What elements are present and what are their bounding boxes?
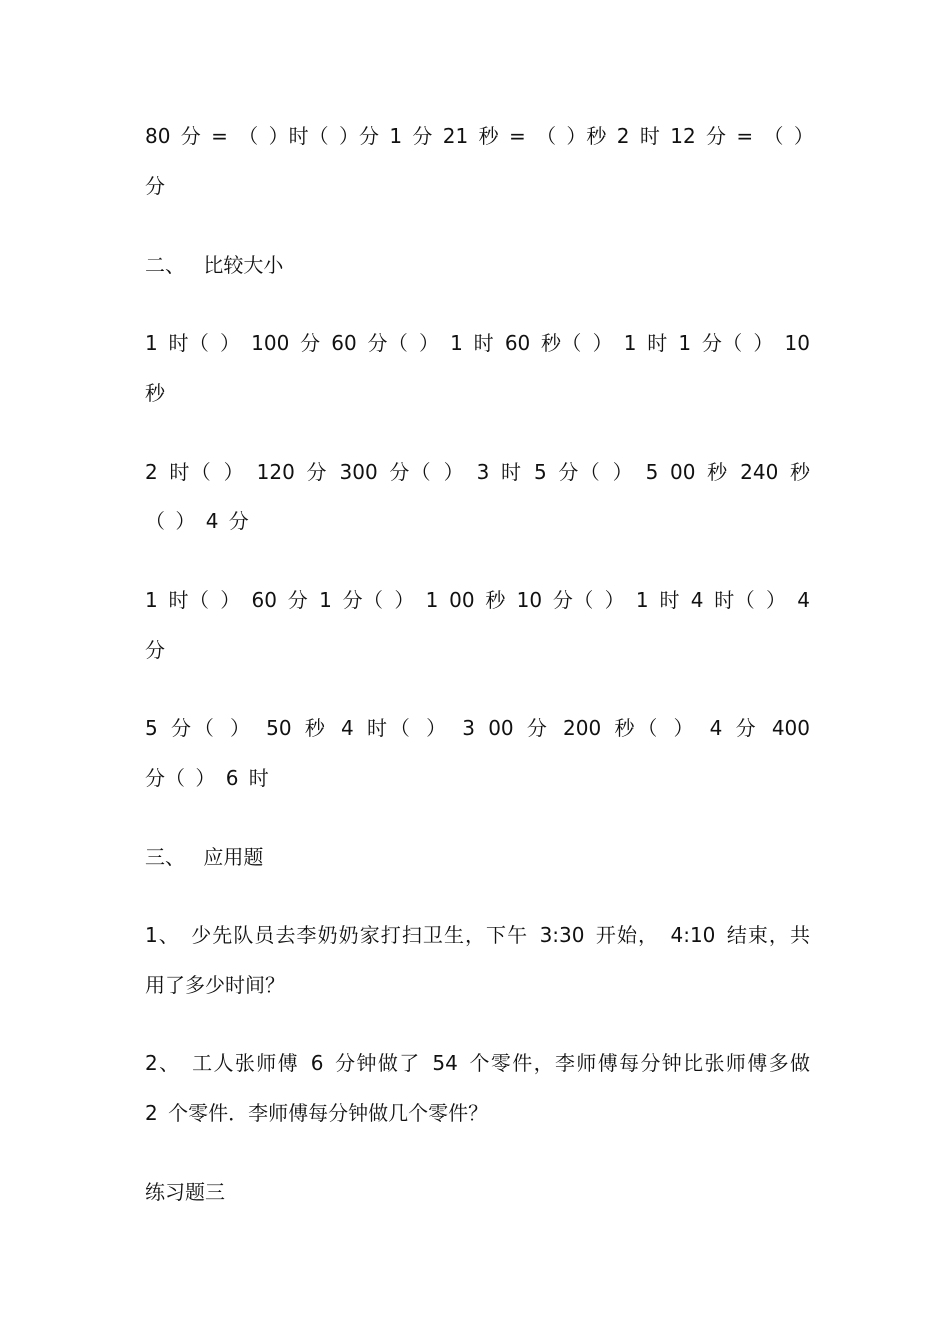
compare-row-2-line-2: （ ） 4 分 (145, 509, 249, 533)
conversion-line-1: 80 分 = （ ）时（ ）分 1 分 21 秒 = （ ）秒 2 时 12 分 = （ ） (145, 124, 814, 148)
question-2-line-2: 2 个零件．李师傅每分钟做几个零件？ (145, 1101, 489, 1125)
compare-row-1-line-2: 秒 (145, 381, 165, 405)
section-heading-application: 三、 应用题 (145, 845, 264, 869)
compare-row-4-line-1: 5 分（ ） 50 秒 4 时（ ） 3 00 分 200 秒（ ） 4 分 400 (145, 716, 810, 740)
question-1-line-1: 1、 少先队员去李奶奶家打扫卫生，下午 3:30 开始， 4:10 结束，共 (145, 923, 810, 947)
compare-row-3-line-2: 分 (145, 638, 165, 662)
question-2-line-1: 2、 工人张师傅 6 分钟做了 54 个零件，李师傅每分钟比张师傅多做 (145, 1051, 810, 1075)
compare-row-1-line-1: 1 时（ ） 100 分 60 分（ ） 1 时 60 秒（ ） 1 时 1 分（ ） 10 (145, 331, 810, 355)
compare-row-4-line-2: 分（ ） 6 时 (145, 766, 269, 790)
conversion-line-2: 分 (145, 174, 165, 198)
compare-row-2-line-1: 2 时（ ） 120 分 300 分（ ） 3 时 5 分（ ） 5 00 秒 240 秒 (145, 460, 810, 484)
question-1-line-2: 用了多少时间？ (145, 973, 285, 997)
exercise-title: 练习题三 (145, 1180, 225, 1204)
section-heading-compare: 二、 比较大小 (145, 253, 284, 277)
compare-row-3-line-1: 1 时（ ） 60 分 1 分（ ） 1 00 秒 10 分（ ） 1 时 4 时（ ） 4 (145, 588, 810, 612)
